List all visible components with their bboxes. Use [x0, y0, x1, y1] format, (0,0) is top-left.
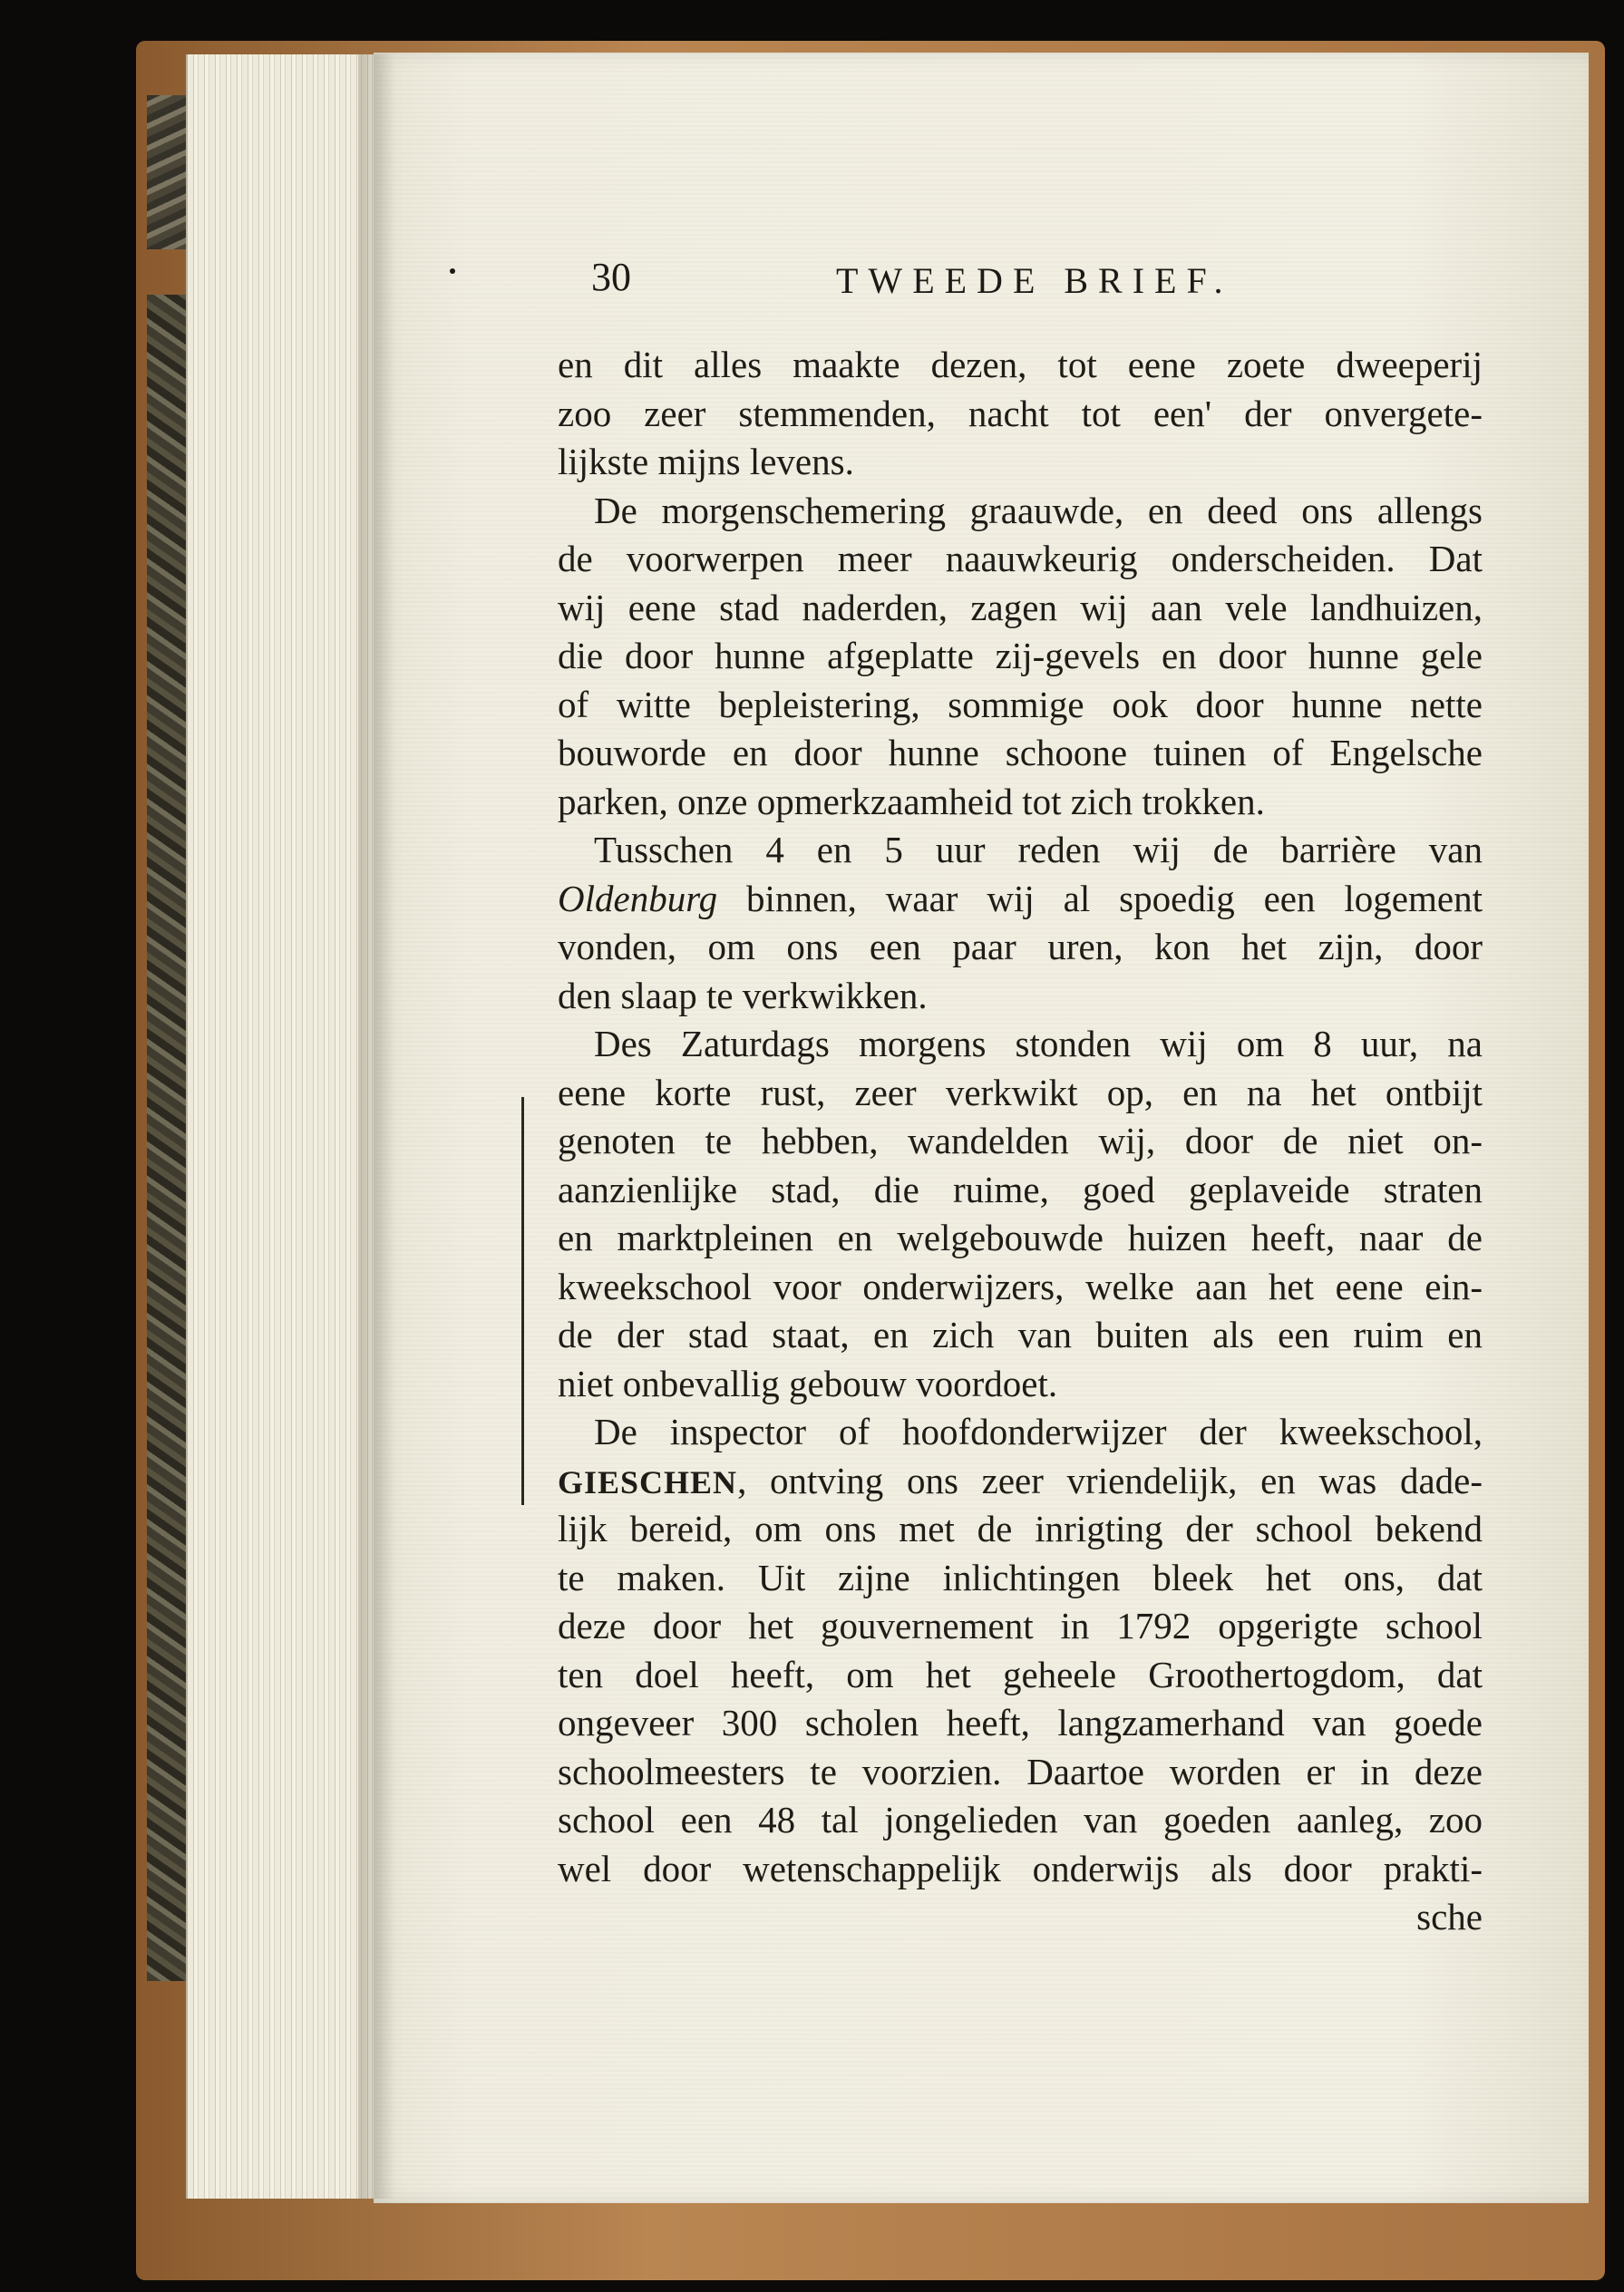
page-edges	[186, 54, 378, 2199]
text-line: wij eene stad naderden, zagen wij aan vele landhuizen,	[558, 586, 1483, 628]
text-line: die door hunne afgeplatte zij-gevels en door hunne gele	[558, 635, 1483, 676]
place-name: Oldenburg	[558, 877, 718, 919]
page-header	[591, 254, 1407, 317]
text-line: genoten te hebben, wandelden wij, door de niet on-	[558, 1120, 1483, 1161]
text-line: deze door het gouvernement in 1792 opgerigte school	[558, 1605, 1483, 1646]
body-text	[558, 341, 1483, 1942]
text-line: te maken. Uit zijne inlichtingen bleek het ons, dat	[558, 1556, 1483, 1598]
catchword: sche	[1416, 1896, 1483, 1938]
text-line: en dit alles maakte dezen, tot eene zoete dweeperij	[558, 344, 1483, 385]
text-line: schoolmeesters te voorzien. Daartoe worden er in deze	[558, 1750, 1483, 1792]
text-line: Tusschen 4 en 5 uur reden wij de barrière van	[594, 829, 1483, 870]
spine-shadow	[358, 54, 394, 2199]
margin-dot	[450, 268, 455, 274]
margin-mark-line	[521, 1097, 524, 1505]
text-line: aanzienlijke stad, die ruime, goed geplaveide straten	[558, 1168, 1483, 1210]
text-line: wel door wetenschappelijk onderwijs als door prakti-	[558, 1847, 1483, 1889]
text-line: de voorwerpen meer naauwkeurig onderscheiden. Dat	[558, 538, 1483, 579]
running-head: TWEEDE BRIEF.	[836, 260, 1233, 301]
text-line: of witte bepleistering, sommige ook door hunne nette	[558, 683, 1483, 725]
page-number: 30	[591, 255, 631, 299]
text-line: kweekschool voor onderwijzers, welke aan het eene ein-	[558, 1265, 1483, 1307]
text-line: De inspector of hoofdonderwijzer der kweekschool,	[594, 1411, 1483, 1452]
text-line: ongeveer 300 scholen heeft, langzamerhand van goede	[558, 1702, 1483, 1743]
text-line: lijk bereid, om ons met de inrigting der school bekend	[558, 1508, 1483, 1549]
person-name: GIESCHEN	[558, 1463, 738, 1500]
text-line: Oldenburg binnen, waar wij al spoedig een logement	[558, 877, 1483, 919]
text-line: eene korte rust, zeer verkwikt op, en na het ontbijt	[558, 1071, 1483, 1113]
text-line: den slaap te verkwikken.	[558, 974, 928, 1016]
text-line: vonden, om ons een paar uren, kon het zijn, door	[558, 926, 1483, 967]
marbled-endpaper-top	[147, 95, 190, 249]
text-line: en marktpleinen en welgebouwde huizen heeft, naar de	[558, 1217, 1483, 1258]
text-line: ten doel heeft, om het geheele Groothertogdom, dat	[558, 1653, 1483, 1695]
text-line: school een 48 tal jongelieden van goeden aanleg, zoo	[558, 1799, 1483, 1840]
text-line: lijkste mijns levens.	[558, 441, 854, 482]
book-page	[374, 53, 1589, 2203]
text-line: zoo zeer stemmenden, nacht tot een' der onvergete-	[558, 392, 1483, 434]
text-line: parken, onze opmerkzaamheid tot zich trokken.	[558, 780, 1265, 822]
text-line: de der stad staat, en zich van buiten als een ruim en	[558, 1314, 1483, 1355]
text-line: De morgenschemering graauwde, en deed ons allengs	[594, 489, 1483, 531]
text-line: bouworde en door hunne schoone tuinen of Engelsche	[558, 732, 1483, 773]
text-line: Des Zaturdags morgens stonden wij om 8 uur, na	[594, 1023, 1483, 1064]
marbled-endpaper	[147, 295, 190, 1981]
text-line: GIESCHEN, ontving ons zeer vriendelijk, en was dade-	[558, 1459, 1483, 1501]
text-line: niet onbevallig gebouw voordoet.	[558, 1362, 1058, 1404]
